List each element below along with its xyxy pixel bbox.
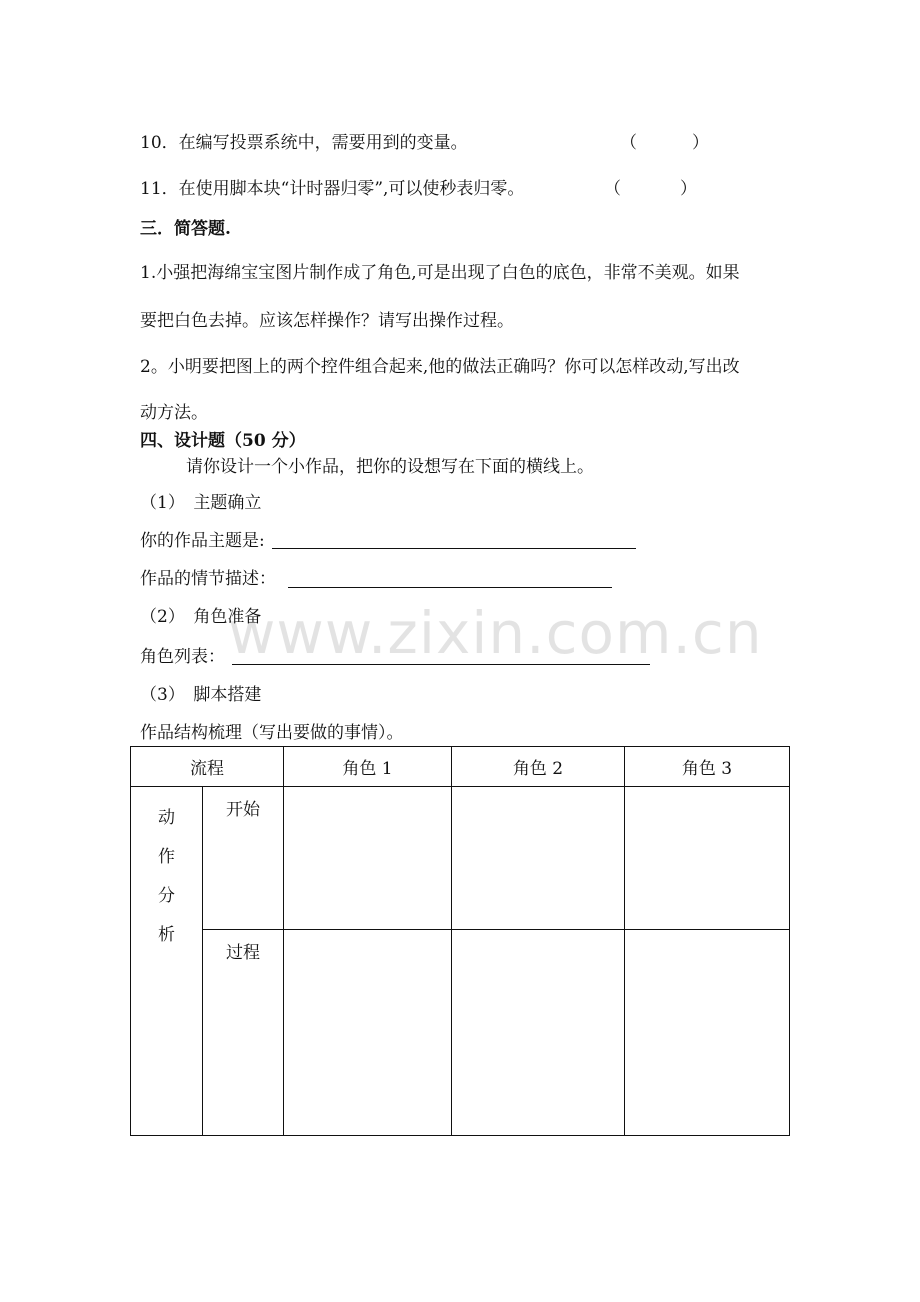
- theme-answer-line[interactable]: [272, 548, 636, 549]
- cell-process-role-2[interactable]: [452, 930, 625, 1136]
- step-2-heading: （2） 角色准备: [140, 607, 262, 627]
- short-answer-q1-line1: 1.小强把海绵宝宝图片制作成了角色,可是出现了白色的底色，非常不美观。如果: [140, 263, 740, 283]
- step-3-heading: （3） 脚本搭建: [140, 685, 262, 705]
- structure-table: [130, 746, 790, 1136]
- table-header-row: [131, 747, 790, 787]
- header-role-2: 角色 2: [452, 747, 625, 787]
- header-flow: 流程: [131, 747, 284, 787]
- section-title-design: 四、设计题（50 分）: [140, 431, 306, 451]
- question-10: [140, 132, 468, 154]
- roles-label: 角色列表：: [140, 647, 225, 667]
- action-analysis-label: [131, 787, 203, 1136]
- short-answer-q1-line2: 要把白色去掉。应该怎样操作？请写出操作过程。: [140, 311, 514, 331]
- cell-process-role-1[interactable]: [284, 930, 452, 1136]
- question-11: [140, 178, 524, 200]
- answer-bracket-open-10: （: [620, 133, 637, 153]
- side-char: 分: [158, 886, 175, 906]
- question-11-text: 11．在使用脚本块“计时器归零”,可以使秒表归零。: [140, 179, 525, 199]
- question-10-text: 10．在编写投票系统中，需要用到的变量。: [140, 133, 468, 153]
- cell-start-role-2[interactable]: [452, 787, 625, 930]
- side-char: 析: [158, 925, 175, 945]
- design-intro: 请你设计一个小作品，把你的设想写在下面的横线上。: [186, 457, 594, 477]
- short-answer-q2-line1: 2。小明要把图上的两个控件组合起来,他的做法正确吗？你可以怎样改动,写出改: [140, 357, 740, 377]
- cell-start-role-3[interactable]: [625, 787, 790, 930]
- theme-label: 你的作品主题是:: [140, 531, 265, 551]
- stage-process: 过程: [203, 930, 284, 1136]
- cell-start-role-1[interactable]: [284, 787, 452, 930]
- answer-bracket-open-11: （: [604, 179, 621, 199]
- side-char: 作: [158, 847, 175, 867]
- header-role-3: 角色 3: [625, 747, 790, 787]
- table-row: [131, 930, 790, 1136]
- step-1-heading: （1） 主题确立: [140, 493, 262, 513]
- stage-start: 开始: [203, 787, 284, 930]
- answer-bracket-close-10: ）: [692, 133, 709, 153]
- section-title-short-answer: 三．简答题.: [140, 219, 231, 239]
- plot-label: 作品的情节描述：: [140, 569, 276, 589]
- answer-bracket-close-11: ）: [680, 179, 697, 199]
- header-role-1: 角色 1: [284, 747, 452, 787]
- plot-answer-line[interactable]: [288, 587, 612, 588]
- structure-label: 作品结构梳理（写出要做的事情）。: [140, 723, 404, 743]
- side-char: 动: [158, 808, 175, 828]
- watermark: www.zixin.com.cn: [228, 599, 763, 667]
- cell-process-role-3[interactable]: [625, 930, 790, 1136]
- short-answer-q2-line2: 动方法。: [140, 403, 208, 423]
- table-row: [131, 787, 790, 930]
